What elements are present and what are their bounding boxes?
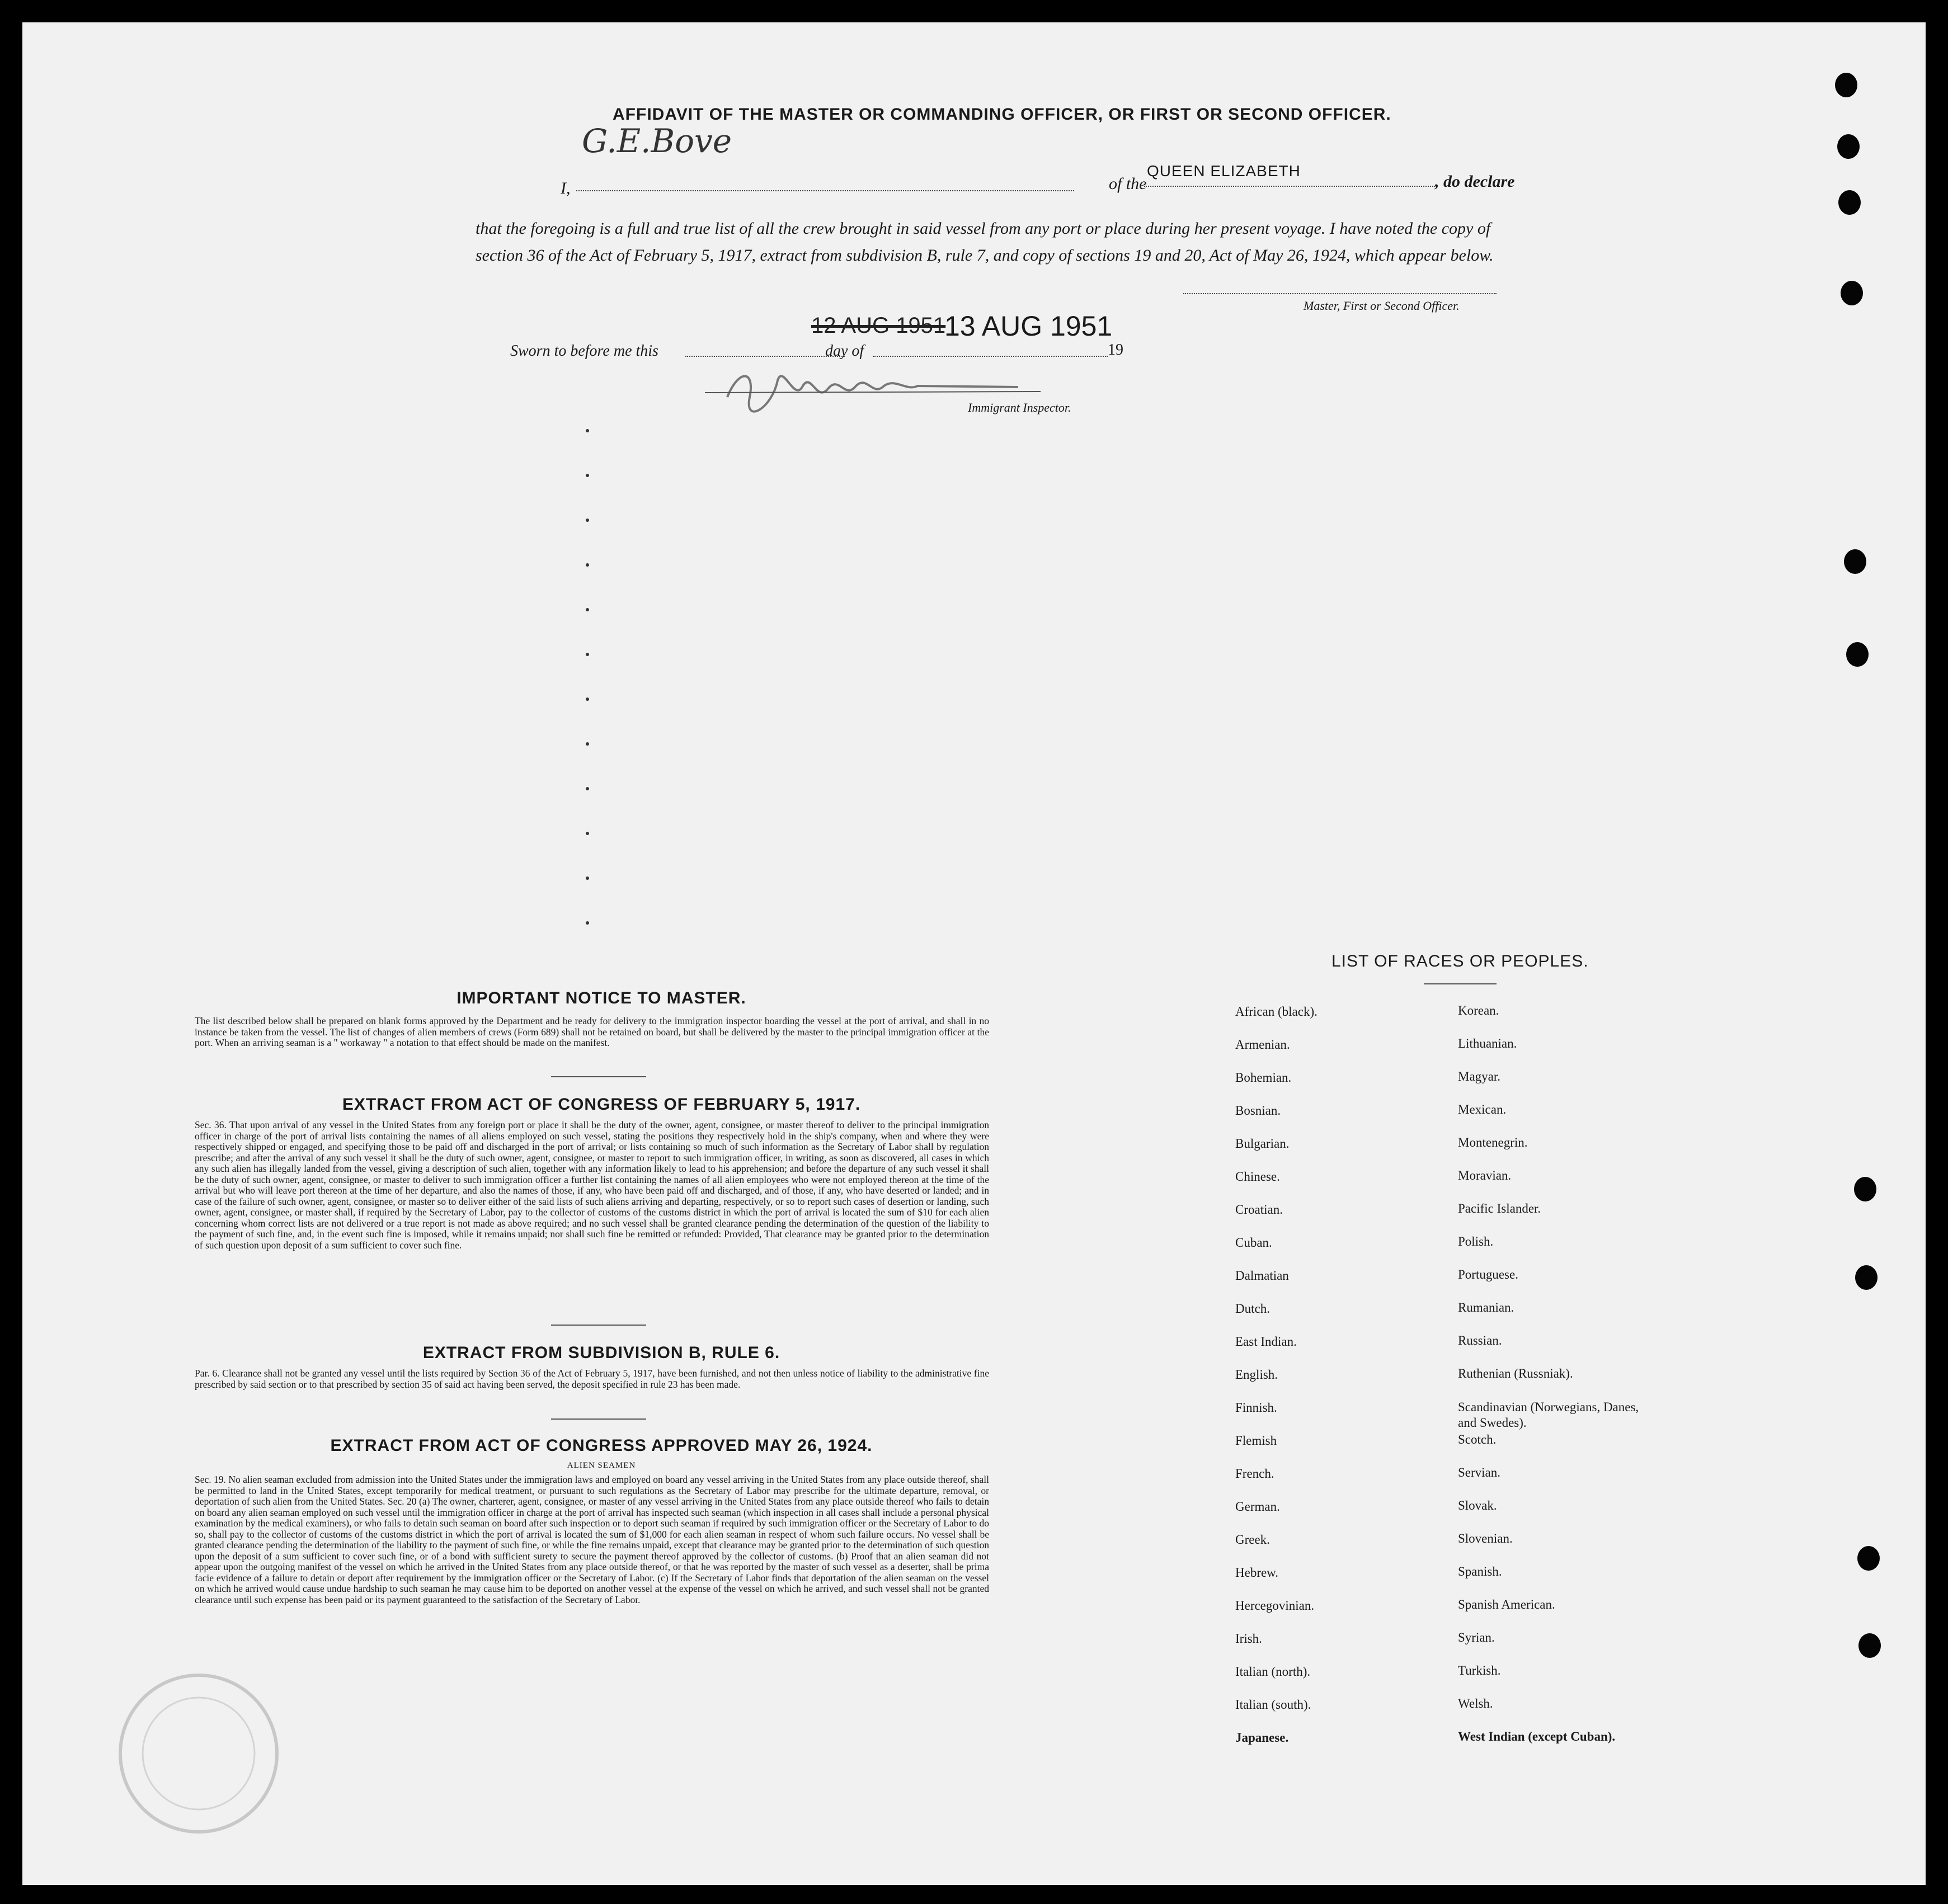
affidavit-title: AFFIDAVIT OF THE MASTER OR COMMANDING OFFICER, OR FIRST OR SECOND OFFICER. xyxy=(613,105,1391,124)
race-item: Spanish. xyxy=(1458,1564,1502,1578)
race-item: Hebrew. xyxy=(1235,1566,1279,1580)
punch-hole xyxy=(1837,134,1860,159)
race-item: African (black). xyxy=(1235,1005,1318,1019)
race-item: Mexican. xyxy=(1458,1102,1507,1116)
of-the-label: of the xyxy=(1109,175,1147,193)
races-title: LIST OF RACES OR PEOPLES. xyxy=(1331,952,1589,970)
notice-text: The list described below shall be prepared on blank forms approved by the Department and be ready for delivery to the immigration inspector boarding the vessel at the port of arrival, and shall in no instance be taken from the vessel. The list of changes of alien members of crews (Form 689) shall not be retained on board, but shall be delivered by the master to the principal immigration officer at the port. When an arriving seaman is a " workaway " a notation to that effect should be made on the manifest. xyxy=(195,1015,989,1048)
punch-hole xyxy=(1844,549,1866,574)
dot-column xyxy=(582,425,593,973)
race-item: Bosnian. xyxy=(1235,1104,1281,1118)
punch-hole xyxy=(1841,281,1863,305)
race-item: Portuguese. xyxy=(1458,1267,1518,1281)
extract-1924-text: Sec. 19. No alien seaman excluded from admission into the United States under the immigration laws and employed on board any vessel arriving in the United States from any place outside thereof, shall be permitted to land in the United States, except temporarily for medical treatment, or pursuant to such regulations as the Secretary of Labor may prescribe for the ultimate departure, removal, or deportation of such alien from the United States. Sec. 20 (a) The owner, charterer, agent, consignee, or master of any vessel arriving in the United States from any place outside thereof who fails to detain on board any alien seaman employed on such vessel until the immigration officer in charge at the port of arrival has inspected such seaman (which inspection in all cases shall include a personal physical examination by the medical examiners), or who fails to detain such seaman on board after such inspection or to deport such seaman if required by such immigration officer or the Secretary of Labor to do so, shall pay to the collector of customs of the customs district in which the port of arrival is located the sum of $1,000 for each alien seaman in respect of whom such failure occurs. No vessel shall be granted clearance pending the determination of the liability to the payment of such fine, or while the fine remains unpaid, except that clearance may be granted prior to the determination of such question upon the deposit of a sum sufficient to cover such fine, or of a bond with sufficient surety to secure the payment thereof approved by the collector of customs. (b) Proof that an alien seaman did not appear upon the outgoing manifest of the vessel on which he arrived in the United States from any place outside thereof, or that he was reported by the master of such vessel as a deserter, shall be prima facie evidence of a failure to detain or deport after requirement by the immigration officer or the Secretary of Labor. (c) If the Secretary of Labor finds that deportation of the alien seaman on the vessel on which he arrived would cause undue hardship to such seaman he may cause him to be deported on another vessel at the expense of the vessel on which he arrived, and such vessel shall not be granted clearance until such expense has been paid or its payment guaranteed to the satisfaction of the Secretary of Labor. xyxy=(195,1474,989,1605)
race-item: Scotch. xyxy=(1458,1432,1497,1446)
punch-hole xyxy=(1857,1546,1880,1571)
race-item: Finnish. xyxy=(1235,1401,1277,1415)
race-item: Slovak. xyxy=(1458,1498,1497,1512)
race-item: Lithuanian. xyxy=(1458,1036,1517,1050)
race-item: Dutch. xyxy=(1235,1302,1270,1316)
race-item: Scandinavian (Norwegians, Danes, and Swedes). xyxy=(1458,1400,1639,1430)
race-item: Armenian. xyxy=(1235,1038,1290,1052)
race-item: Syrian. xyxy=(1458,1630,1495,1644)
vessel-line xyxy=(1144,186,1435,187)
i-label: I, xyxy=(561,179,571,197)
race-item: Cuban. xyxy=(1235,1236,1272,1250)
race-item: Irish. xyxy=(1235,1632,1262,1646)
punch-hole xyxy=(1854,1177,1876,1201)
race-item: Turkish. xyxy=(1458,1663,1501,1677)
race-item: Korean. xyxy=(1458,1003,1499,1017)
race-item: Moravian. xyxy=(1458,1168,1512,1182)
stamp-date: 13 AUG 1951 xyxy=(944,310,1113,342)
race-item: English. xyxy=(1235,1368,1278,1382)
race-item: Hercegovinian. xyxy=(1235,1599,1315,1613)
punch-hole xyxy=(1835,73,1857,97)
race-item: Croatian. xyxy=(1235,1203,1283,1217)
divider xyxy=(551,1076,646,1077)
document-page xyxy=(22,22,1926,1885)
year-prefix: 19 xyxy=(1108,341,1123,359)
master-label: Master, First or Second Officer. xyxy=(1304,299,1460,313)
race-item: Pacific Islander. xyxy=(1458,1201,1541,1215)
day-of-label: day of xyxy=(825,342,864,360)
race-item: Rumanian. xyxy=(1458,1300,1514,1314)
name-line xyxy=(576,190,1074,191)
faint-seal xyxy=(106,1661,291,1846)
race-item: German. xyxy=(1235,1500,1280,1514)
punch-hole xyxy=(1846,642,1869,667)
race-item: Greek. xyxy=(1235,1533,1270,1547)
divider xyxy=(1424,983,1497,984)
race-item: Italian (south). xyxy=(1235,1698,1311,1712)
inspector-label: Immigrant Inspector. xyxy=(968,400,1071,414)
extract-rule6-text: Par. 6. Clearance shall not be granted any vessel until the lists required by Section 36 of the Act of February 5, 1917, have been furnished, and not then unless notice of liability to the administrative fine prescribed by said section or to that prescribed by section 35 of said act having been served, the deposit specified in rule 23 has been made. xyxy=(195,1368,989,1390)
race-item: Dalmatian xyxy=(1235,1269,1289,1283)
master-signature: G.E.Bove xyxy=(582,122,732,160)
race-item: West Indian (except Cuban). xyxy=(1458,1729,1616,1743)
race-item: Spanish American. xyxy=(1458,1597,1555,1611)
punch-hole xyxy=(1855,1265,1878,1290)
extract-rule6-title: EXTRACT FROM SUBDIVISION B, RULE 6. xyxy=(422,1344,780,1362)
vessel-name: QUEEN ELIZABETH xyxy=(1147,162,1301,180)
sworn-month-line xyxy=(873,356,1108,357)
affidavit-body: that the foregoing is a full and true list of all the crew brought in said vessel from any port or place during her present voyage. I have noted the copy of section 36 of the Act of February 5, 1917, extract from subdivision B, rule 7, and copy of sections 19 and 20, Act of May 26, 1924, which appear below. xyxy=(476,219,1494,265)
do-declare-label: , do declare xyxy=(1435,172,1515,191)
race-item: Magyar. xyxy=(1458,1069,1501,1083)
race-item: Ruthenian (Russniak). xyxy=(1458,1366,1573,1380)
master-signature-line xyxy=(1183,293,1497,294)
struck-stamp-date: 12 AUG 1951 xyxy=(811,313,946,338)
divider xyxy=(551,1325,646,1326)
sworn-label: Sworn to before me this xyxy=(510,342,658,360)
race-item: Slovenian. xyxy=(1458,1531,1513,1545)
extract-1924-title: EXTRACT FROM ACT OF CONGRESS APPROVED MAY 26, 1924. xyxy=(330,1436,873,1455)
race-item: Chinese. xyxy=(1235,1170,1280,1184)
punch-hole xyxy=(1838,190,1861,215)
race-item: Flemish xyxy=(1235,1434,1277,1448)
race-item: Polish. xyxy=(1458,1234,1494,1248)
race-item: Welsh. xyxy=(1458,1696,1493,1710)
race-item: Bohemian. xyxy=(1235,1071,1292,1085)
extract-1924-subtitle: ALIEN SEAMEN xyxy=(567,1461,636,1470)
race-item: Montenegrin. xyxy=(1458,1135,1528,1149)
race-item: Bulgarian. xyxy=(1235,1137,1290,1151)
race-item: Servian. xyxy=(1458,1465,1501,1479)
punch-hole xyxy=(1858,1633,1881,1658)
divider xyxy=(551,1418,646,1420)
race-item: Russian. xyxy=(1458,1333,1502,1347)
race-item: Italian (north). xyxy=(1235,1665,1311,1679)
race-item: East Indian. xyxy=(1235,1335,1297,1349)
race-item: Japanese. xyxy=(1235,1731,1289,1745)
extract-1917-text: Sec. 36. That upon arrival of any vessel in the United States from any foreign port or place it shall be the duty of the owner, agent, consignee, or master thereof to deliver to the principal immigration officer in charge of the port of arrival lists containing the names of all aliens employed on such vessel, stating the positions they respectively hold in the ship's company, when and where they were respectively shipped or engaged, and specifying those to be paid off and discharged in the port of arrival; or lists containing so much of such information as the Secretary of Labor shall by regulation prescribe; and after the arrival of any such vessel it shall be the duty of such owner, agent, consignee, or master to report to such immigration officer, in writing, as soon as discovered, all cases in which any such alien has illegally landed from the vessel, giving a description of such alien, together with any information likely to lead to his apprehension; and before the departure of any such vessel it shall be the duty of such owner, agent, consignee, or master to deliver to such immigration officer a further list containing the names of all alien employees who were not employed thereon at the time of the arrival but who will leave port thereon at the time of her departure, and also the names of those, if any, who have been paid off and discharged, and of those, if any, who have deserted or landed; and in case of the failure of such owner, agent, consignee, or master so to deliver either of the said lists of such aliens arriving and departing, respectively, or so to report such cases of desertion or landing, such owner, agent, consignee, or master shall, if required by the Secretary of Labor, pay to the collector of customs of the customs district in which the port of arrival is located the sum of $10 for each alien concerning whom correct lists are not delivered or a true report is not made as above required; and no such vessel shall be granted clearance pending the determination of the question of the liability to the payment of such fine, and, in the event such fine is imposed, while it remains unpaid; nor shall such fine be remitted or refunded: Provided, That clearance may be granted prior to the determination of such question upon deposit of a sum sufficient to cover such fine. xyxy=(195,1119,989,1251)
sworn-day-line xyxy=(685,356,845,357)
notice-title: IMPORTANT NOTICE TO MASTER. xyxy=(457,989,746,1007)
race-item: French. xyxy=(1235,1467,1274,1481)
extract-1917-title: EXTRACT FROM ACT OF CONGRESS OF FEBRUARY 5, 1917. xyxy=(342,1095,861,1114)
